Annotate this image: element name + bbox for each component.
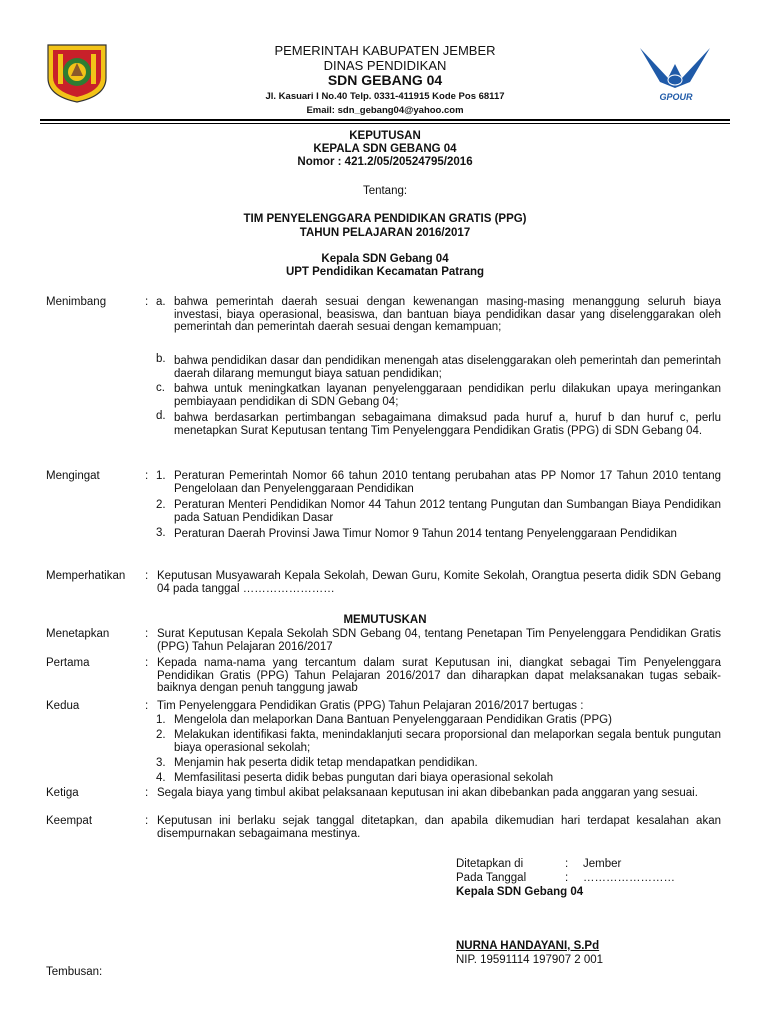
pertama-label: Pertama (46, 657, 90, 669)
signatory-position: Kepala SDN Gebang 04 (456, 886, 584, 898)
mengingat-item-1: Peraturan Pemerintah Nomor 66 tahun 2010 tentang perubahan atas PP Nomor 17 Tahun 2010 tentang Pengelolaan dan Penyelenggaraan Pendidikan (174, 470, 721, 495)
ketiga-text: Segala biaya yang timbul akibat pelaksanaan keputusan ini akan dibebankan pada anggaran yang sesuai. (157, 787, 698, 799)
menimbang-mark-c: c. (156, 382, 165, 394)
tentang-label: Tentang: (362, 185, 408, 197)
letterhead-line1: PEMERINTAH KABUPATEN JEMBER (274, 43, 496, 58)
menetapkan-colon: : (145, 628, 149, 640)
pertama-text: Kepada nama-nama yang tercantum dalam surat Keputusan ini, diangkat sebagai Tim Penyelenggara Pendidikan Gratis (PPG) Tahun Pelajaran 2016/2017 dan diharapkan dapat melaksanakan tugas sebaik-baiknya dengan penuh tanggung jawab (157, 657, 721, 695)
menimbang-item-c: bahwa untuk meningkatkan layanan penyelenggaraan pendidikan perlu dilakukan upaya meringankan pembiayaan pendidikan di SDN Gebang 04; (174, 383, 721, 408)
menimbang-item-a: bahwa pemerintah daerah sesuai dengan kewenangan masing-masing menanggung seluruh biaya investasi, biaya operasional, beasiswa, dan bantuan biaya pendidikan dasar yang diselenggarakan oleh pemerintah dan pemerintah daerah sesuai dengan kemampuan; (174, 296, 721, 334)
keempat-label: Keempat (46, 815, 93, 827)
date-value: …………………… (583, 872, 675, 884)
pertama-colon: : (145, 657, 149, 669)
authority-line1: Kepala SDN Gebang 04 (321, 253, 449, 265)
menetapkan-text: Surat Keputusan Kepala Sekolah SDN Gebang 04, tentang Penetapan Tim Penyelenggara Pendidikan Gratis (PPG) Tahun Pelajaran 2016/2017 (157, 628, 721, 653)
place-colon: : (565, 858, 569, 870)
kedua-mark-2: 2. (156, 729, 166, 741)
kedua-item-3: Menjamin hak peserta didik tetap mendapatkan pendidikan. (174, 757, 478, 769)
tembusan-label: Tembusan: (46, 966, 103, 978)
menimbang-item-d: bahwa berdasarkan pertimbangan sebagaimana dimaksud pada huruf a, huruf b dan huruf c, perlu menetapkan Surat Keputusan tentang Tim Penyelenggara Pendidikan Gratis (PPG) di SDN Gebang 04. (174, 412, 721, 437)
kedua-item-2: Melakukan identifikasi fakta, menindaklanjuti secara proporsional dan melaporkan segala bentuk pungutan biaya operasional sekolah; (174, 729, 721, 754)
kedua-mark-1: 1. (156, 714, 166, 726)
menimbang-mark-d: d. (156, 410, 166, 422)
kedua-colon: : (145, 700, 149, 712)
mengingat-colon: : (145, 470, 149, 482)
keempat-colon: : (145, 815, 149, 827)
date-label: Pada Tanggal (456, 872, 527, 884)
kedua-intro: Tim Penyelenggara Pendidikan Gratis (PPG) Tahun Pelajaran 2016/2017 bertugas : (157, 700, 584, 712)
authority-line2: UPT Pendidikan Kecamatan Patrang (285, 266, 485, 278)
memperhatikan-text: Keputusan Musyawarah Kepala Sekolah, Dewan Guru, Komite Sekolah, Orangtua peserta didik SDN Gebang 04 pada tanggal …………………… (157, 570, 721, 595)
menimbang-mark-b: b. (156, 353, 166, 365)
menimbang-item-b: bahwa pendidikan dasar dan pendidikan menengah atas diselenggarakan oleh pemerintah dan pemerintah daerah dilarang memungut biaya satuan pendidikan; (174, 355, 721, 380)
school-address: Jl. Kasuari I No.40 Telp. 0331-411915 Kode Pos 68117 (265, 91, 505, 102)
signatory-name: NURNA HANDAYANI, S.Pd (456, 940, 600, 952)
topic-line2: TAHUN PELAJARAN 2016/2017 (299, 227, 471, 239)
school-name: SDN GEBANG 04 (327, 72, 443, 88)
mengingat-mark-1: 1. (156, 470, 166, 482)
menimbang-mark-a: a. (156, 296, 166, 308)
decree-number: Nomor : 421.2/05/20524795/2016 (297, 156, 473, 168)
memperhatikan-colon: : (145, 570, 149, 582)
kedua-mark-4: 4. (156, 772, 166, 784)
signatory-nip: NIP. 19591114 197907 2 001 (456, 954, 604, 966)
menimbang-label: Menimbang (46, 296, 107, 308)
kedua-label: Kedua (46, 700, 80, 712)
memperhatikan-label: Memperhatikan (46, 570, 126, 582)
kedua-item-1: Mengelola dan melaporkan Dana Bantuan Penyelenggaraan Pendidikan Gratis (PPG) (174, 714, 612, 726)
ketiga-colon: : (145, 787, 149, 799)
mengingat-mark-3: 3. (156, 527, 166, 539)
mengingat-item-2: Peraturan Menteri Pendidikan Nomor 44 Tahun 2012 tentang Pungutan dan Sumbangan Biaya Pendidikan pada Satuan Pendidikan Dasar (174, 499, 721, 524)
ketiga-label: Ketiga (46, 787, 79, 799)
keempat-text: Keputusan ini berlaku sejak tanggal ditetapkan, dan apabila dikemudian hari terdapat kesalahan akan disempurnakan sebagaimana mestinya. (157, 815, 721, 840)
letterhead-line2: DINAS PENDIDIKAN (323, 58, 447, 73)
menetapkan-label: Menetapkan (46, 628, 110, 640)
menimbang-colon: : (145, 296, 149, 308)
mengingat-item-3: Peraturan Daerah Provinsi Jawa Timur Nomor 9 Tahun 2014 tentang Penyelenggaraan Pendidikan (174, 528, 677, 540)
place-label: Ditetapkan di (456, 858, 524, 870)
kedua-item-4: Memfasilitasi peserta didik bebas pungutan dari biaya operasional sekolah (174, 772, 554, 784)
header-rule-thick (40, 119, 730, 121)
memutuskan-heading: MEMUTUSKAN (343, 614, 427, 626)
right-logo (638, 42, 712, 104)
right-logo-text: GPOUR (659, 92, 693, 102)
header-rule-thin (40, 123, 730, 124)
topic-line1: TIM PENYELENGGARA PENDIDIKAN GRATIS (PPG) (243, 213, 527, 225)
kedua-mark-3: 3. (156, 757, 166, 769)
date-colon: : (565, 872, 569, 884)
school-email: Email: sdn_gebang04@yahoo.com (306, 105, 464, 116)
left-emblem (42, 42, 112, 104)
mengingat-label: Mengingat (46, 470, 100, 482)
place-value: Jember (583, 858, 622, 870)
mengingat-mark-2: 2. (156, 499, 166, 511)
decree-subtitle: KEPALA SDN GEBANG 04 (313, 143, 457, 155)
decree-title: KEPUTUSAN (349, 130, 421, 142)
